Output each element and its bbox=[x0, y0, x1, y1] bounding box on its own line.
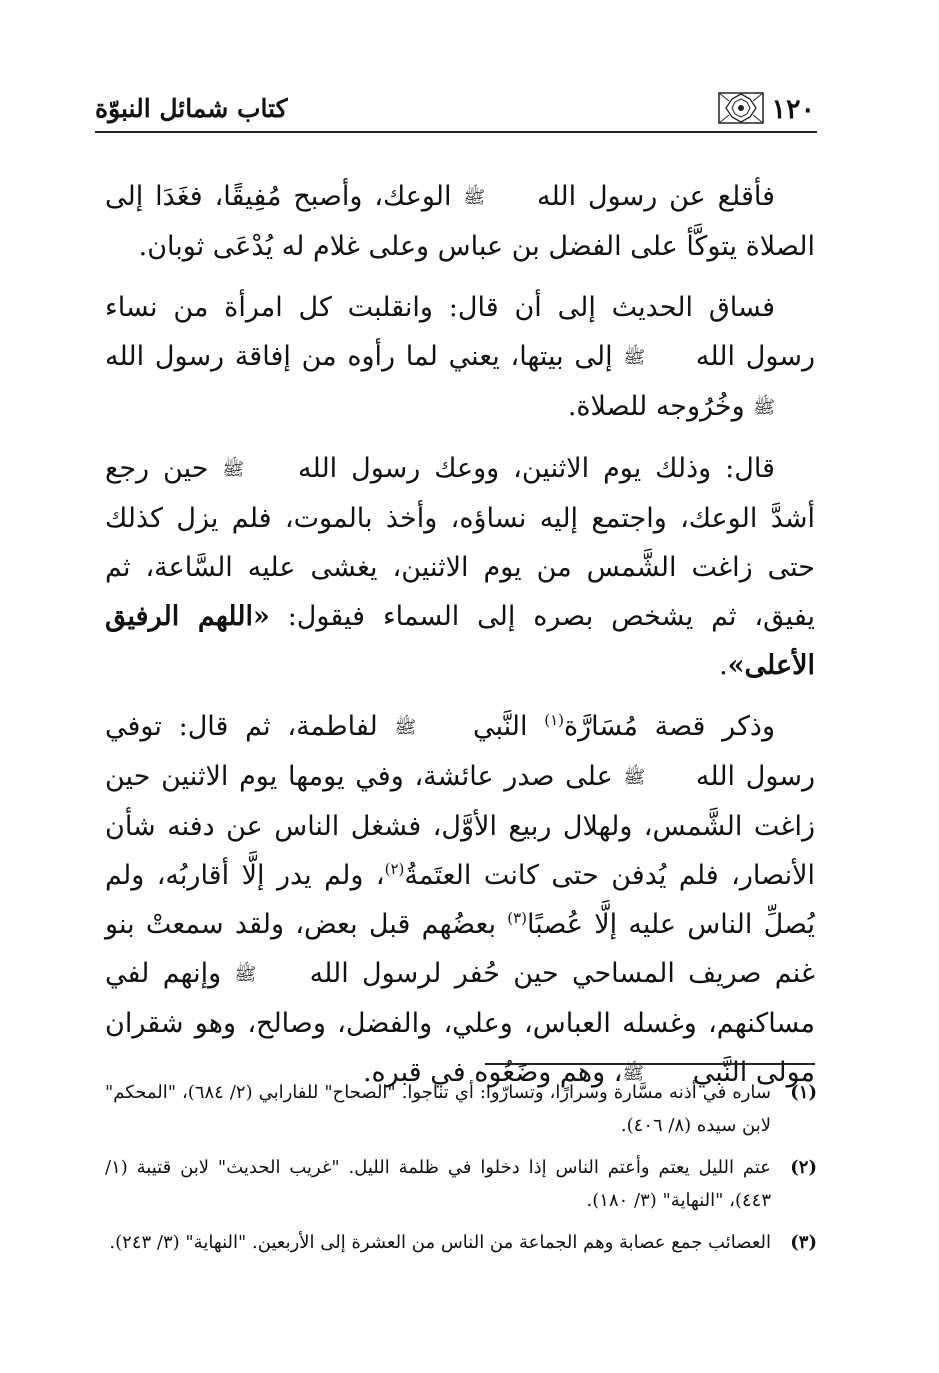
text-run: بعضُهم قبل بعض، ولقد سمعتْ بنو غنم صريف المساحي حين حُفر لرسول الله bbox=[105, 909, 815, 989]
footnote-text: العصائب جمع عصابة وهم الجماعة من الناس من العشرة إلى الأربعين. "النهاية" (٣/ ٢٤٣). bbox=[109, 1232, 771, 1253]
text-run: لفاطمة، ثم قال: توفي رسول الله bbox=[105, 711, 815, 792]
paragraph bbox=[105, 702, 815, 1098]
salawat-symbol: ﷺ bbox=[753, 397, 775, 418]
text-run: على صدر عائشة، وفي يومها يوم الاثنين حين زاغت الشَّمس، ولهلال ربيع الأوَّل، فشغل الناس عن دفنه شأن الأنصار، فلم يُدفن حتى كانت العتَمةُ bbox=[105, 761, 815, 891]
paragraph bbox=[105, 283, 815, 432]
text-run: ، ولم يدر إلَّا أقاربُه، ولم يُصلِّ الناس عليه إلَّا عُصبًا bbox=[105, 860, 815, 940]
text-run: إلى بيتها، يعني لما رأوه من إفاقة رسول الله bbox=[105, 341, 624, 372]
text-run: الوعك، وأصبح مُفِيقًا، فغَدَا إلى الصلاة يتوكَّأ على الفضل بن عباس وعلى غلام له يُدْعَى ثوبان. bbox=[105, 181, 815, 262]
text-run: وإنهم لفي مساكنهم، وغسله العباس، وعلي، والفضل، وصالح، وهو شقران مولى النَّبي bbox=[105, 958, 815, 1088]
footnote-number: (٣) bbox=[790, 1232, 817, 1253]
text-run: فأقلع عن رسول الله bbox=[525, 181, 775, 212]
header-divider bbox=[95, 131, 817, 133]
salawat-symbol: ﷺ bbox=[622, 1063, 645, 1084]
salawat-symbol: ﷺ bbox=[623, 347, 646, 368]
text-run: النَّبي bbox=[456, 711, 545, 742]
main-text bbox=[105, 172, 815, 1110]
paragraph bbox=[105, 172, 815, 271]
text-run: ، وهم وضَعُوه في قبره. bbox=[362, 1057, 623, 1088]
footnote-reference[interactable]: (٣) bbox=[507, 909, 528, 927]
paragraph bbox=[105, 444, 815, 690]
salawat-symbol: ﷺ bbox=[234, 964, 257, 985]
footnote-number: (٢) bbox=[790, 1157, 817, 1178]
text-run: قال: وذلك يوم الاثنين، ووعك رسول الله bbox=[284, 453, 776, 484]
text-run: وخُرُوجه للصلاة. bbox=[567, 391, 754, 422]
octagonal-ornament-icon bbox=[717, 91, 765, 125]
footnotes bbox=[105, 1076, 817, 1268]
quoted-supplication: «اللهم الرفيق الأعلى» bbox=[105, 601, 815, 681]
footnote-item bbox=[105, 1076, 817, 1142]
footnote-text: ساره في أذنه مسَّارة وسرارًا، وتسارّوا: أي تناجوا. "الصحاح" للفارابي (٢/ ٦٨٤)، "المحكم" لابن سيده (٨/ ٤٠٦). bbox=[105, 1082, 772, 1136]
text-run: وذكر قصة مُسَارَّة bbox=[563, 711, 775, 742]
footnote-divider bbox=[485, 1063, 815, 1065]
footnote-item bbox=[105, 1226, 817, 1259]
text-run: فساق الحديث إلى أن قال: وانقلبت كل امرأة من نساء رسول الله bbox=[105, 292, 815, 372]
salawat-symbol: ﷺ bbox=[463, 187, 486, 208]
footnote-item bbox=[105, 1151, 817, 1217]
salawat-symbol: ﷺ bbox=[222, 459, 245, 480]
footnote-text: عتم الليل يعتم وأعتم الناس إذا دخلوا في ظلمة الليل. "غريب الحديث" لابن قتيبة (١/ ٤٤٣)، "النهاية" (٣/ ١٨٠). bbox=[105, 1157, 771, 1211]
footnote-number: (١) bbox=[790, 1082, 817, 1103]
salawat-symbol: ﷺ bbox=[394, 717, 417, 738]
book-title: كتاب شمائل النبوّة bbox=[95, 94, 288, 123]
salawat-symbol: ﷺ bbox=[623, 767, 646, 788]
footnote-reference[interactable]: (١) bbox=[544, 711, 564, 729]
footnote-reference[interactable]: (٢) bbox=[384, 860, 405, 878]
text-run: حين رجع أشدَّ الوعك، واجتمع إليه نساؤه، وأخذ بالموت، فلم يزل كذلك حتى زاغت الشَّمس من يوم الاثنين، يغشى عليه السَّاعة، ثم يفيق، ثم يشخص بصره إلى السماء فيقول: bbox=[105, 453, 815, 632]
page-number: ١٢٠ bbox=[771, 94, 815, 125]
text-run: . bbox=[719, 650, 728, 681]
running-header bbox=[95, 88, 815, 132]
